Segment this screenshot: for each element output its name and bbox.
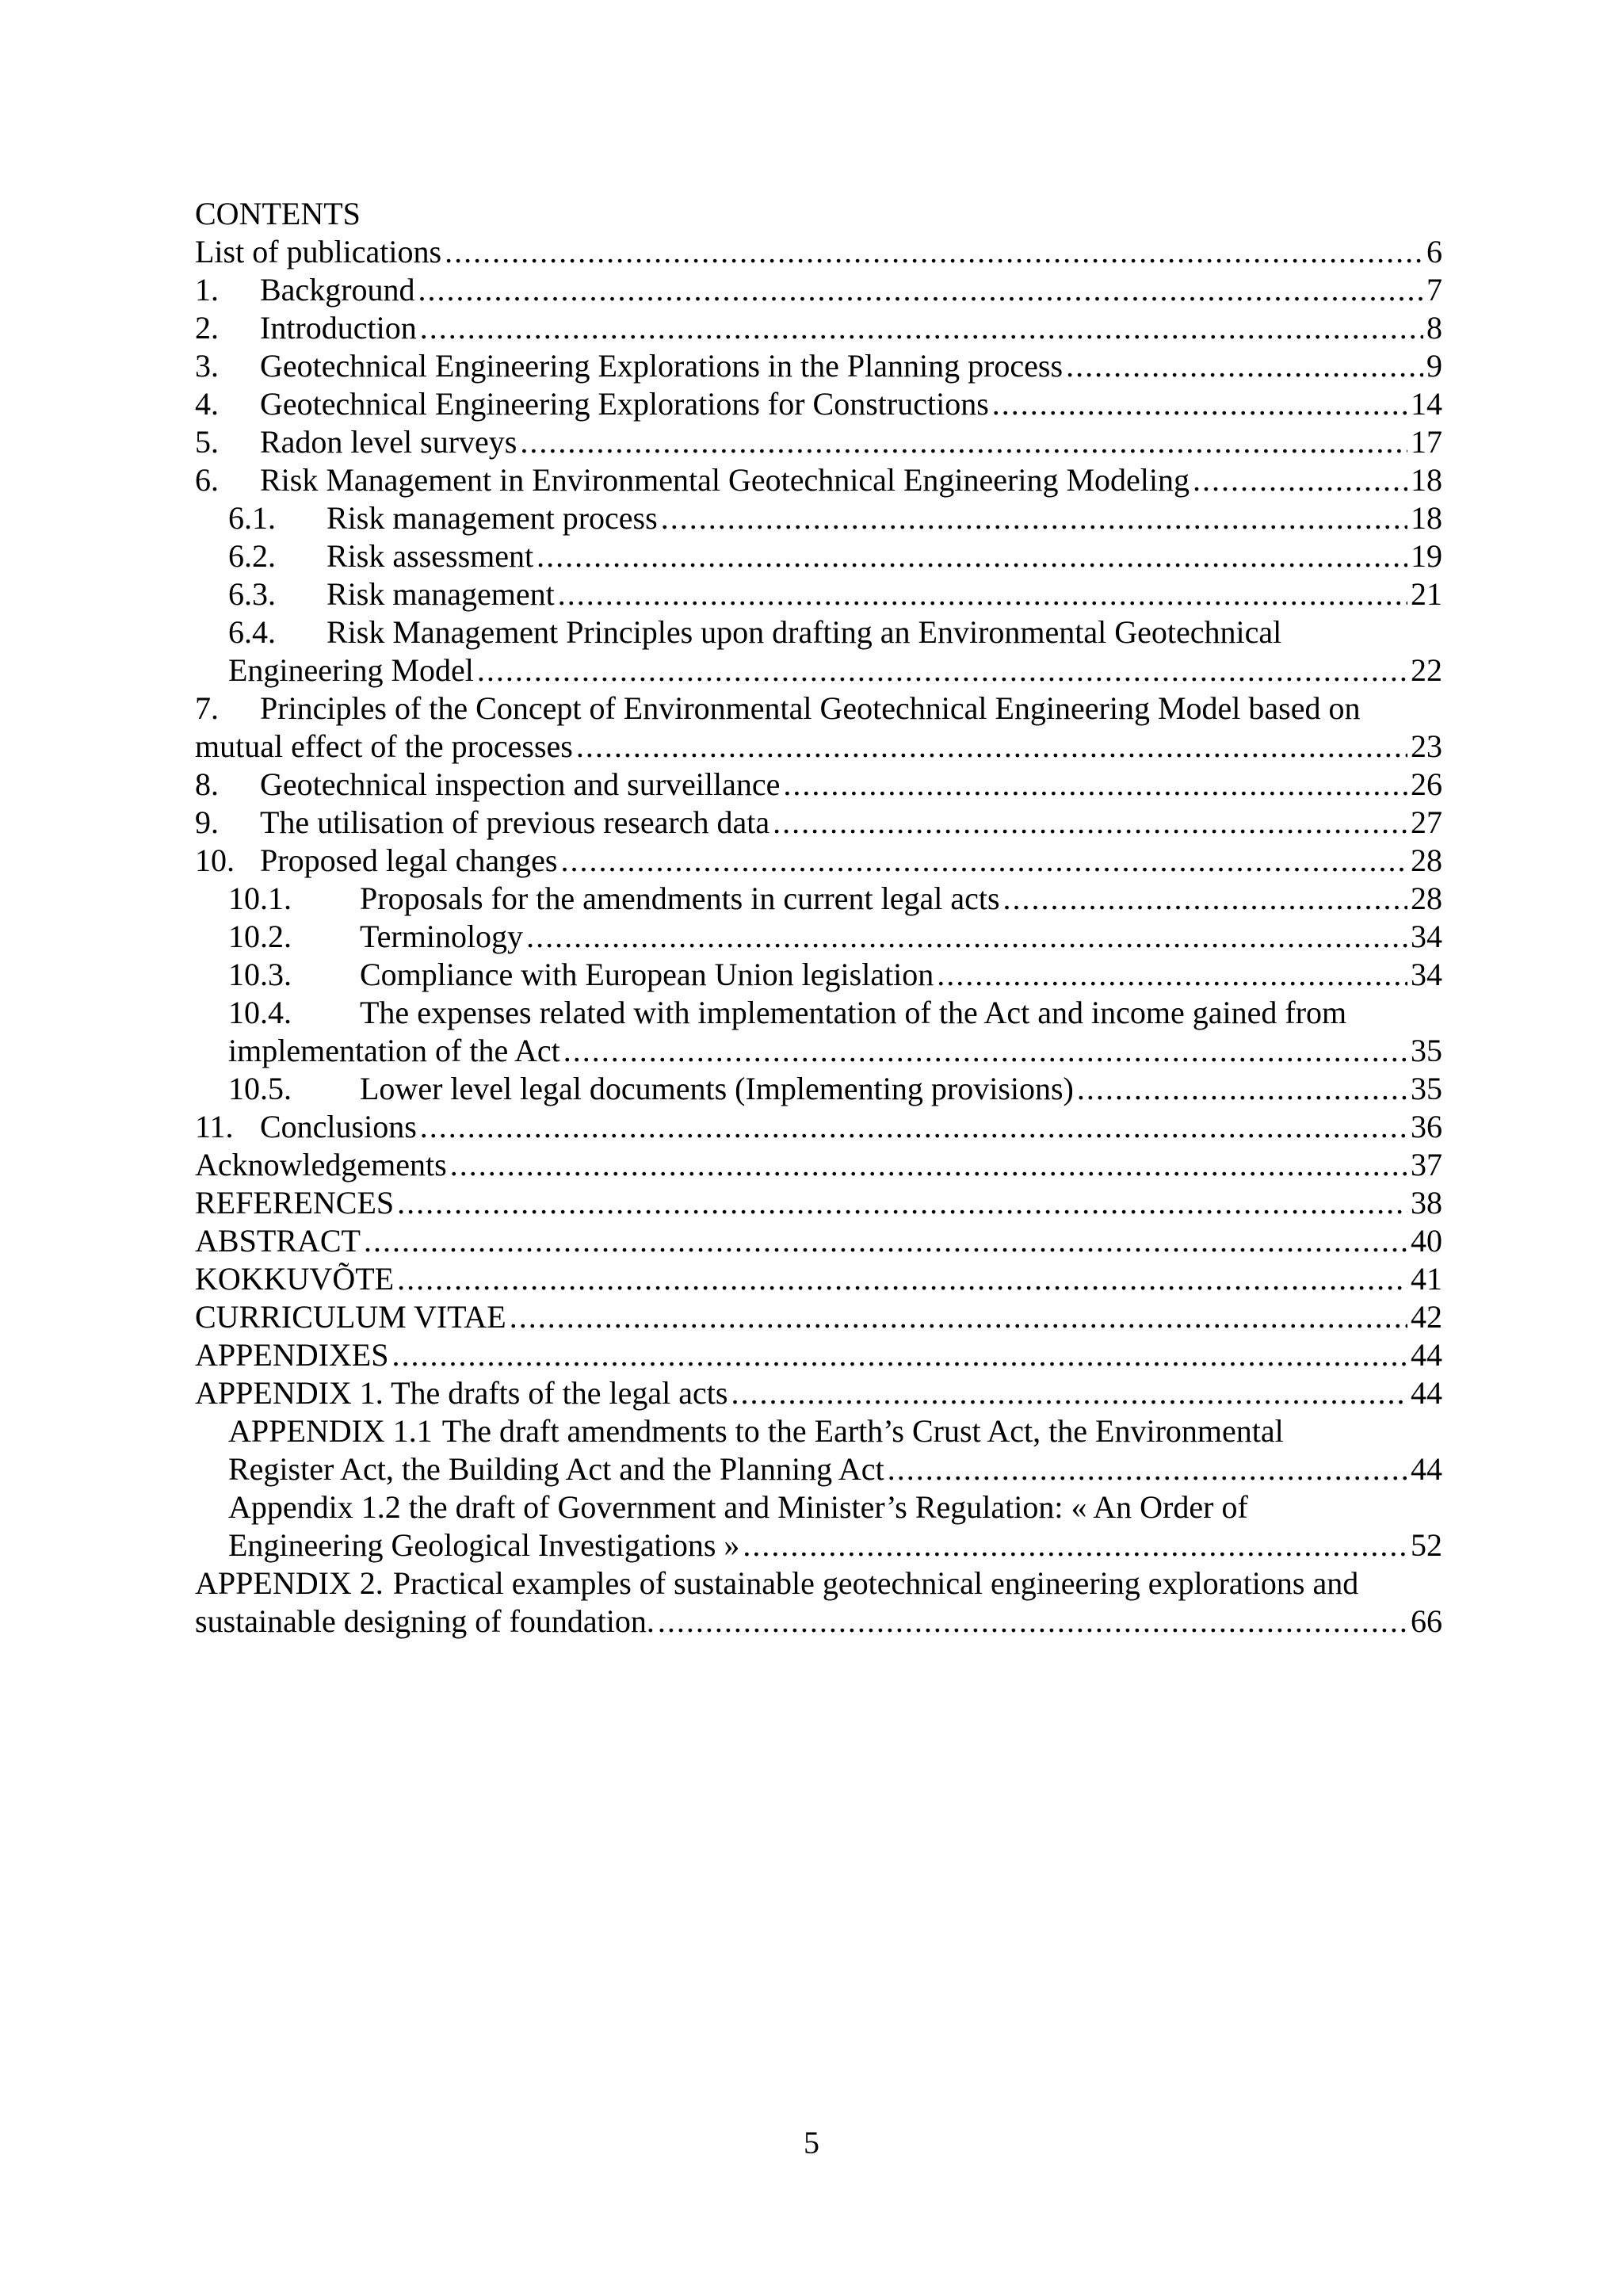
toc-entry-line <box>195 1108 1442 1146</box>
toc-page-number: 27 <box>1411 804 1442 840</box>
toc-entry-number: 10.3. <box>228 957 292 992</box>
toc-entry-title: CURRICULUM VITAE <box>195 1299 506 1335</box>
dot-leader <box>558 575 1407 613</box>
toc-entry-number: 10.5. <box>228 1071 292 1106</box>
dot-leader <box>1003 880 1407 918</box>
toc-entry-line <box>195 1070 1442 1108</box>
dot-leader <box>420 1108 1407 1146</box>
toc-entry-title: REFERENCES <box>195 1185 395 1221</box>
toc-page-number: 42 <box>1411 1299 1442 1335</box>
toc-entry-number: 4. <box>195 386 219 422</box>
dot-leader <box>937 956 1407 994</box>
toc-page-number: 21 <box>1411 576 1442 612</box>
dot-leader <box>1066 347 1423 385</box>
toc-page-number: 28 <box>1411 881 1442 916</box>
dot-leader <box>773 804 1407 842</box>
toc-entry-line <box>195 1032 1442 1070</box>
page-number: 5 <box>804 2125 819 2160</box>
dot-leader <box>1193 461 1407 499</box>
dot-leader <box>560 842 1407 880</box>
toc-entry-number: 6.1. <box>228 500 276 536</box>
dot-leader <box>418 271 1423 309</box>
toc-entry-line <box>195 1526 1442 1564</box>
toc-entry-number: 7. <box>195 690 219 726</box>
toc-entry-number: 1. <box>195 272 219 308</box>
toc-page-number: 52 <box>1411 1527 1442 1563</box>
dot-leader <box>537 537 1407 575</box>
toc-entry-line <box>195 766 1442 804</box>
toc-entry <box>195 842 1442 880</box>
toc-entry-title: KOKKUVÕTE <box>195 1261 395 1297</box>
toc-entry <box>195 613 1442 690</box>
toc-entry-title: Proposals for the amendments in current legal acts <box>360 881 1000 916</box>
toc-entry-line <box>195 880 1442 918</box>
toc-entry-line <box>195 309 1442 347</box>
dot-leader <box>783 766 1407 804</box>
toc-entry-number: 5. <box>195 424 219 460</box>
toc-page-number: 35 <box>1411 1033 1442 1068</box>
toc-entry-line <box>195 423 1442 461</box>
toc-entry-number: 8. <box>195 766 219 802</box>
dot-leader <box>743 1526 1407 1564</box>
toc-entry <box>195 1374 1442 1412</box>
toc-entry <box>195 690 1442 766</box>
toc-entry-title: sustainable designing of foundation. <box>195 1603 655 1639</box>
toc-entry-title: Terminology <box>360 919 524 954</box>
dot-leader <box>563 1032 1407 1070</box>
toc-entry-title: Proposed legal changes <box>260 842 558 878</box>
toc-entry-title: Practical examples of sustainable geotechnical engineering explorations and <box>392 1565 1359 1601</box>
toc-entry <box>195 918 1442 956</box>
toc-entry <box>195 766 1442 804</box>
table-of-contents <box>195 195 1442 1641</box>
dot-leader <box>450 1146 1407 1184</box>
toc-page-number: 6 <box>1426 234 1442 269</box>
toc-entry-line <box>195 804 1442 842</box>
toc-page-number: 28 <box>1411 842 1442 878</box>
toc-entry <box>195 994 1442 1070</box>
toc-entry-line <box>195 575 1442 613</box>
toc-entry-line <box>195 613 1442 651</box>
toc-entry-line <box>195 994 1442 1032</box>
dot-leader <box>576 728 1407 766</box>
toc-entry-title: Geotechnical Engineering Explorations for Constructions <box>260 386 989 422</box>
toc-entry-title: The utilisation of previous research data <box>260 804 770 840</box>
toc-entry-line <box>195 842 1442 880</box>
dot-leader <box>477 651 1407 690</box>
toc-page-number: 34 <box>1411 957 1442 992</box>
toc-entry-title: Background <box>260 272 415 308</box>
toc-entry-title: Radon level surveys <box>260 424 517 460</box>
toc-entry-number: 3. <box>195 348 219 384</box>
toc-entry-line <box>195 461 1442 499</box>
toc-entry-number: 6.4. <box>228 614 276 650</box>
dot-leader <box>658 1603 1407 1641</box>
toc-page-number: 23 <box>1411 728 1442 764</box>
toc-page-number: 44 <box>1411 1375 1442 1411</box>
toc-entry <box>195 1412 1442 1488</box>
toc-entry-number: 6.3. <box>228 576 276 612</box>
toc-page-number: 35 <box>1411 1071 1442 1106</box>
toc-entry-title: ABSTRACT <box>195 1223 361 1259</box>
toc-entry <box>195 233 1442 271</box>
toc-entry-title: APPENDIX 1. The drafts of the legal acts <box>195 1375 728 1411</box>
toc-entry-title: Risk Management Principles upon drafting an Environmental Geotechnical <box>327 614 1282 650</box>
toc-entries <box>195 233 1442 1641</box>
toc-page-number: 14 <box>1411 386 1442 422</box>
toc-page-number: 17 <box>1411 424 1442 460</box>
toc-entry <box>195 1222 1442 1260</box>
toc-entry-title: mutual effect of the processes <box>195 728 573 764</box>
dot-leader <box>445 233 1423 271</box>
toc-page-number: 18 <box>1411 462 1442 498</box>
toc-entry-title: Geotechnical Engineering Explorations in the Planning process <box>260 348 1064 384</box>
toc-entry <box>195 1184 1442 1222</box>
dot-leader <box>391 1336 1407 1374</box>
dot-leader <box>1077 1070 1407 1108</box>
dot-leader <box>364 1222 1407 1260</box>
toc-entry-title: Principles of the Concept of Environmental Geotechnical Engineering Model based on <box>260 690 1361 726</box>
toc-entry-title: The draft amendments to the Earth’s Crust Act, the Environmental <box>441 1413 1284 1449</box>
toc-entry <box>195 347 1442 385</box>
toc-entry <box>195 1298 1442 1336</box>
toc-entry-title: Geotechnical inspection and surveillance <box>260 766 781 802</box>
toc-entry-line <box>195 1298 1442 1336</box>
toc-entry <box>195 1070 1442 1108</box>
toc-entry-title: The expenses related with implementation of the Act and income gained from <box>360 995 1347 1030</box>
toc-page-number: 40 <box>1411 1223 1442 1259</box>
toc-entry-title: List of publications <box>195 234 442 269</box>
toc-entry-number: 6.2. <box>228 538 276 574</box>
toc-page-number: 22 <box>1411 652 1442 688</box>
toc-entry-title: Lower level legal documents (Implementing provisions) <box>360 1071 1074 1106</box>
toc-entry-line <box>195 1412 1442 1450</box>
toc-entry-line <box>195 347 1442 385</box>
toc-entry-title: Risk management <box>327 576 555 612</box>
toc-entry-title: Risk management process <box>327 500 658 536</box>
toc-entry-number: 9. <box>195 804 219 840</box>
toc-entry-line <box>195 1146 1442 1184</box>
toc-entry-title: Appendix 1.2 the draft of Government and Minister’s Regulation: « An Order of <box>228 1489 1248 1525</box>
toc-entry-line <box>195 385 1442 423</box>
toc-entry-line <box>195 233 1442 271</box>
toc-page-number: 8 <box>1426 310 1442 346</box>
dot-leader <box>397 1184 1407 1222</box>
toc-entry-line <box>195 1374 1442 1412</box>
toc-entry <box>195 804 1442 842</box>
toc-page-number: 9 <box>1426 348 1442 384</box>
toc-entry-line <box>195 918 1442 956</box>
toc-entry-title: Risk assessment <box>327 538 534 574</box>
toc-entry-number: 10.2. <box>228 919 292 954</box>
toc-entry-line <box>195 1336 1442 1374</box>
toc-entry-number: 6. <box>195 462 219 498</box>
toc-entry <box>195 461 1442 499</box>
dot-leader <box>731 1374 1407 1412</box>
toc-entry-title: Compliance with European Union legislation <box>360 957 934 992</box>
toc-entry-number: 10. <box>195 842 235 878</box>
toc-entry-line <box>195 1260 1442 1298</box>
toc-entry-number: 2. <box>195 310 219 346</box>
toc-entry-title: implementation of the Act <box>228 1033 560 1068</box>
toc-page-number: 66 <box>1411 1603 1442 1639</box>
dot-leader <box>510 1298 1407 1336</box>
toc-entry-title: Register Act, the Building Act and the Planning Act <box>228 1451 884 1487</box>
toc-entry <box>195 499 1442 537</box>
toc-entry-line <box>195 537 1442 575</box>
toc-entry-title: Conclusions <box>260 1109 417 1144</box>
toc-heading: CONTENTS <box>195 196 361 231</box>
toc-page-number: 41 <box>1411 1261 1442 1297</box>
toc-entry-line <box>195 1450 1442 1488</box>
toc-entry-number: 11. <box>195 1109 234 1144</box>
toc-page-number: 18 <box>1411 500 1442 536</box>
toc-entry-line <box>195 651 1442 690</box>
toc-page-number: 44 <box>1411 1337 1442 1373</box>
toc-page-number: 19 <box>1411 538 1442 574</box>
toc-entry-title: Acknowledgements <box>195 1147 447 1182</box>
toc-entry <box>195 1260 1442 1298</box>
toc-page-number: 37 <box>1411 1147 1442 1182</box>
toc-entry-title: Risk Management in Environmental Geotechnical Engineering Modeling <box>260 462 1190 498</box>
toc-entry <box>195 1146 1442 1184</box>
toc-entry <box>195 575 1442 613</box>
toc-page-number: 36 <box>1411 1109 1442 1144</box>
toc-entry <box>195 1336 1442 1374</box>
toc-entry <box>195 1108 1442 1146</box>
toc-entry-line <box>195 1603 1442 1641</box>
toc-page-number: 44 <box>1411 1451 1442 1487</box>
toc-entry <box>195 423 1442 461</box>
toc-entry-line <box>195 271 1442 309</box>
dot-leader <box>420 309 1423 347</box>
toc-entry-line <box>195 1184 1442 1222</box>
toc-page-number: 7 <box>1426 272 1442 308</box>
dot-leader <box>520 423 1407 461</box>
toc-entry <box>195 537 1442 575</box>
dot-leader <box>526 918 1407 956</box>
toc-entry-line <box>195 1222 1442 1260</box>
toc-entry <box>195 956 1442 994</box>
toc-entry-line <box>195 1564 1442 1603</box>
toc-entry <box>195 385 1442 423</box>
toc-entry <box>195 880 1442 918</box>
toc-entry <box>195 1488 1442 1564</box>
toc-entry-number: APPENDIX 2. <box>195 1565 384 1601</box>
toc-entry-number: APPENDIX 1.1 <box>228 1413 433 1449</box>
toc-entry-number: 10.1. <box>228 881 292 916</box>
toc-entry <box>195 1564 1442 1641</box>
toc-entry-title: Introduction <box>260 310 417 346</box>
toc-entry-line <box>195 956 1442 994</box>
dot-leader <box>661 499 1407 537</box>
toc-page-number: 38 <box>1411 1185 1442 1221</box>
toc-entry-line <box>195 728 1442 766</box>
toc-entry-title: Engineering Geological Investigations » <box>228 1527 740 1563</box>
toc-page-number: 26 <box>1411 766 1442 802</box>
toc-entry <box>195 309 1442 347</box>
toc-entry-number: 10.4. <box>228 995 292 1030</box>
toc-entry-title: APPENDIXES <box>195 1337 389 1373</box>
toc-entry-line <box>195 1488 1442 1526</box>
toc-entry-title: Engineering Model <box>228 652 474 688</box>
toc-entry-line <box>195 499 1442 537</box>
dot-leader <box>992 385 1407 423</box>
dot-leader <box>888 1450 1407 1488</box>
toc-entry-line <box>195 690 1442 728</box>
dot-leader <box>397 1260 1407 1298</box>
toc-page-number: 34 <box>1411 919 1442 954</box>
toc-entry <box>195 271 1442 309</box>
